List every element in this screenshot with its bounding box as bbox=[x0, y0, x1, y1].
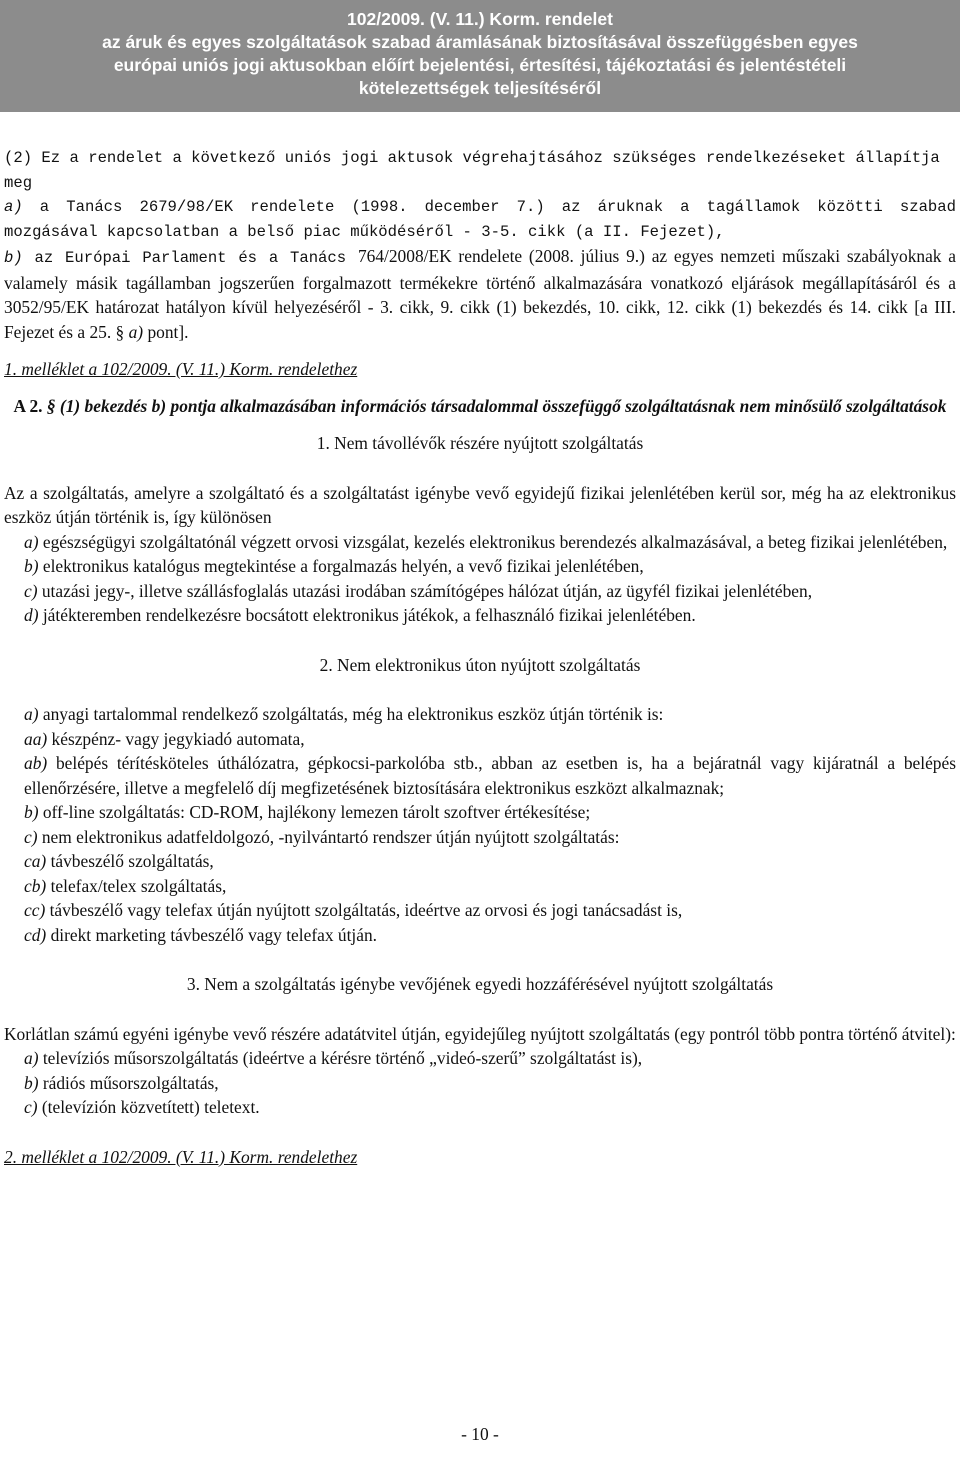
item-tail-mark: a) bbox=[128, 321, 144, 342]
list-item bbox=[4, 1046, 956, 1071]
item-text: távbeszélő vagy telefax útján nyújtott szolgáltatás, ideértve az orvosi és jogi tanácsadást is, bbox=[45, 900, 683, 920]
list-item bbox=[4, 800, 956, 825]
item-text: (televízión közvetített) teletext. bbox=[37, 1097, 260, 1117]
header-line-3: európai uniós jogi aktusokban előírt bejelentési, értesítési, tájékoztatási és jelentéstételi bbox=[113, 55, 847, 75]
item-mark: c) bbox=[24, 580, 38, 601]
item-text: off-line szolgáltatás: CD-ROM, hajlékony lemezen tárolt szoftver értékesítése; bbox=[38, 802, 591, 822]
item-mark: a) bbox=[24, 704, 39, 724]
item-mark: b) bbox=[24, 802, 39, 822]
list-item bbox=[4, 579, 956, 604]
list-item bbox=[4, 603, 956, 628]
item-mark: ca) bbox=[24, 851, 47, 871]
item-mark: d) bbox=[24, 605, 39, 625]
page-number: - 10 - bbox=[461, 1424, 499, 1444]
item-mark: aa) bbox=[24, 728, 48, 749]
intro-paragraph: (2) Ez a rendelet a következő uniós jogi aktusok végrehajtásához szükséges rendelkezéseket állapítja meg bbox=[4, 149, 940, 192]
item-text: belépés térítésköteles úthálózatra, gépkocsi-parkolóba stb., abban az esetben is, ha a bejáratnál vagy kijáratnál a belépés ellenőrzésére, illetve a megfelelő díj megfizetésének biztosítására elektronikus eszközt alkalmaznak; bbox=[24, 753, 956, 798]
item-text: telefax/telex szolgáltatás, bbox=[46, 875, 227, 896]
list-item bbox=[4, 898, 956, 923]
header-line-4: kötelezettségek teljesítéséről bbox=[358, 78, 602, 98]
document-body bbox=[4, 146, 956, 1169]
list-item bbox=[4, 1095, 956, 1120]
item-mark: b) bbox=[24, 556, 39, 576]
section-3-intro: Korlátlan számú egyéni igénybe vevő részére adatátvitel útján, egyidejűleg nyújtott szolgáltatás (egy pontról több pontra történő átvitel): bbox=[4, 1023, 956, 1044]
item-text: nem elektronikus adatfeldolgozó, -nyilvántartó rendszer útján nyújtott szolgáltatás: bbox=[37, 826, 620, 847]
item-tail: pont]. bbox=[143, 321, 189, 342]
item-text: rádiós műsorszolgáltatás, bbox=[38, 1072, 219, 1093]
item-text: a Tanács 2679/98/EK rendelete (1998. december 7.) az áruknak a tagállamok közötti szabad mozgásával kapcsolatban a belső piac működéséről - 3-5. cikk (a II. Fejezet), bbox=[4, 198, 956, 241]
item-text: elektronikus katalógus megtekintése a forgalmazás helyén, a vevő fizikai jelenlétében, bbox=[38, 556, 644, 576]
list-item bbox=[4, 702, 956, 727]
item-text-mono: az Európai Parlament és a Tanács bbox=[22, 249, 358, 267]
item-mark: a) bbox=[4, 198, 23, 216]
item-text: játékteremben rendelkezésre bocsátott elektronikus játékok, a felhasználó fizikai jelenlétében. bbox=[38, 605, 696, 625]
section-1-list bbox=[4, 530, 956, 628]
item-mark: cb) bbox=[24, 875, 47, 896]
item-text: anyagi tartalommal rendelkező szolgáltatás, még ha elektronikus eszköz útján történik is: bbox=[38, 704, 664, 724]
annex-1-title: 1. melléklet a 102/2009. (V. 11.) Korm. rendelethez bbox=[4, 359, 358, 379]
item-mark: a) bbox=[24, 531, 39, 552]
heading-text: § (1) bekezdés b) pontja alkalmazásában információs társadalommal összefüggő szolgáltatásnak nem minősülő szolgáltatások bbox=[46, 395, 947, 416]
list-item bbox=[4, 751, 956, 800]
intro-item-a bbox=[4, 195, 956, 244]
section-1-intro: Az a szolgáltatás, amelyre a szolgáltató és a szolgáltatást igénybe vevő egyidejű fizikai jelenlétében kerül sor, még ha az elektronikus eszköz útján történik is, így különösen bbox=[4, 482, 956, 527]
list-item bbox=[4, 825, 956, 850]
list-item bbox=[4, 874, 956, 899]
item-mark: ab) bbox=[24, 753, 48, 773]
item-mark: b) bbox=[4, 249, 23, 267]
item-text: egészségügyi szolgáltatónál végzett orvosi vizsgálat, kezelés elektronikus berendezés alkalmazásával, a beteg fizikai jelenlétében, bbox=[38, 531, 948, 552]
item-mark: a) bbox=[24, 1048, 39, 1068]
item-mark: c) bbox=[24, 826, 38, 847]
list-item bbox=[4, 554, 956, 579]
list-item bbox=[4, 727, 956, 752]
section-2-title: 2. Nem elektronikus úton nyújtott szolgáltatás bbox=[319, 654, 641, 675]
item-text: utazási jegy-, illetve szállásfoglalás utazási irodában számítógépes hálózat útján, az ügyfél fizikai jelenlétében, bbox=[37, 580, 813, 601]
item-mark: b) bbox=[24, 1072, 39, 1093]
item-text: televíziós műsorszolgáltatás (ideértve a kérésre történő „videó-szerű” szolgáltatást is), bbox=[38, 1048, 643, 1068]
intro-item-b bbox=[4, 244, 956, 344]
item-text: direkt marketing távbeszélő vagy telefax útján. bbox=[46, 924, 377, 945]
item-mark: c) bbox=[24, 1097, 38, 1117]
item-text: készpénz- vagy jegykiadó automata, bbox=[47, 728, 305, 749]
list-item bbox=[4, 530, 956, 555]
annex-2-title: 2. melléklet a 102/2009. (V. 11.) Korm. rendelethez bbox=[4, 1146, 358, 1167]
section-3-title: 3. Nem a szolgáltatás igénybe vevőjének egyedi hozzáférésével nyújtott szolgáltatás bbox=[186, 974, 774, 994]
section-2-list bbox=[4, 702, 956, 947]
document-header bbox=[0, 0, 960, 112]
annex-1-heading bbox=[4, 394, 956, 419]
item-mark: cc) bbox=[24, 900, 46, 920]
list-item bbox=[4, 849, 956, 874]
list-item bbox=[4, 1071, 956, 1096]
list-item bbox=[4, 923, 956, 948]
item-text: 764/2008/EK rendelete (2008. július 9.) az egyes nemzeti műszaki szabályoknak a valamely másik tagállamban jogszerűen forgalmazott termékekre történő alkalmazására vonatkozó eljárások megállapításáról és a 3052/95/EK határozat hatályon kívül helyezéséről - 3. cikk, 9. cikk (1) bekezdés, 10. cikk, 12. cikk (1) bekezdés és 14. cikk [a III. Fejezet és a 25. § bbox=[4, 246, 956, 342]
header-line-1: 102/2009. (V. 11.) Korm. rendelet bbox=[347, 9, 613, 29]
heading-prefix: A 2. bbox=[13, 395, 43, 416]
item-text: távbeszélő szolgáltatás, bbox=[46, 851, 214, 871]
section-1-title: 1. Nem távollévők részére nyújtott szolgáltatás bbox=[316, 433, 644, 453]
section-3-list bbox=[4, 1046, 956, 1120]
header-line-2: az áruk és egyes szolgáltatások szabad áramlásának biztosításával összefüggésben egyes bbox=[102, 32, 858, 52]
item-mark: cd) bbox=[24, 924, 47, 945]
